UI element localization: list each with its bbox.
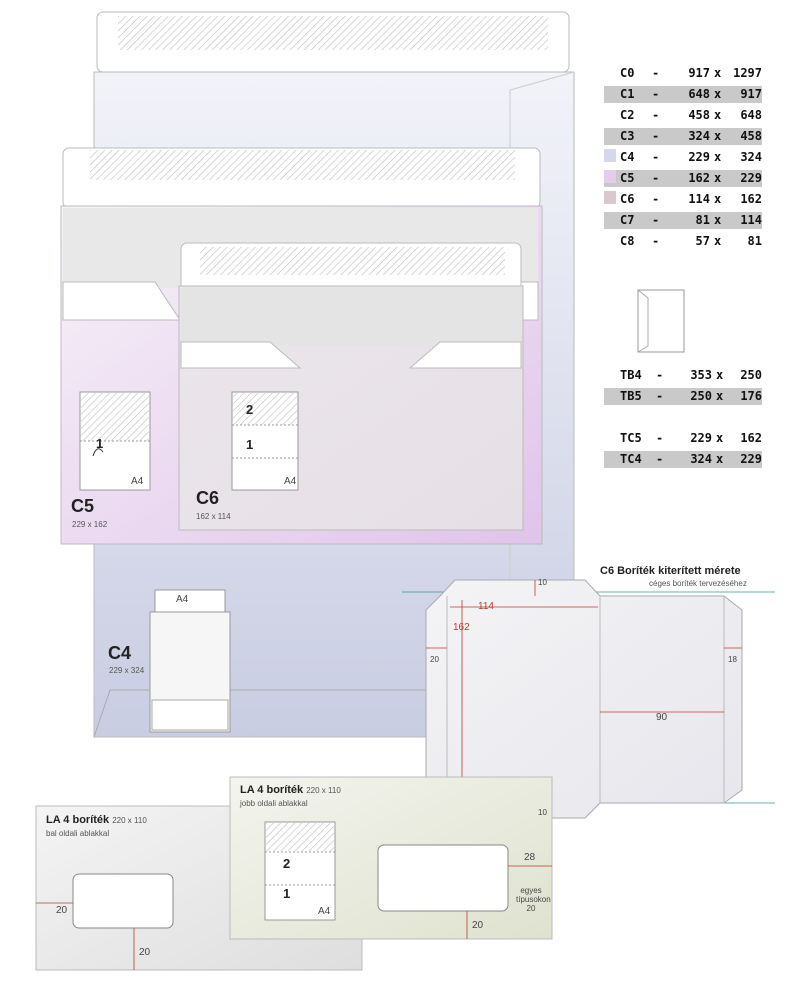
c5-label: C5	[71, 496, 95, 516]
size-dash: -	[656, 389, 664, 403]
size-row-tb5	[604, 388, 762, 405]
size-dash: -	[652, 150, 660, 164]
dim-10-top: 10	[538, 578, 547, 587]
unfolded-title: C6 Boríték kiterített mérete	[600, 565, 741, 577]
size-x: x	[716, 431, 724, 445]
size-h: 176	[740, 389, 762, 403]
size-name: C7	[620, 213, 635, 227]
la4-left-dim-side: 20	[56, 905, 68, 916]
size-name: C6	[620, 192, 635, 206]
size-w: 324	[690, 452, 712, 466]
size-h: 229	[740, 171, 762, 185]
size-x: x	[714, 234, 722, 248]
size-w: 917	[688, 66, 710, 80]
dim-18: 18	[728, 655, 737, 664]
size-row-c8	[604, 233, 762, 250]
a4-paper-c4	[150, 590, 230, 732]
size-h: 162	[740, 431, 762, 445]
la4-left-dim-bottom: 20	[139, 947, 151, 958]
size-w: 229	[688, 150, 710, 164]
size-x: x	[714, 150, 722, 164]
size-row-c2	[604, 107, 762, 124]
color-swatch	[604, 170, 616, 183]
size-w: 81	[695, 213, 710, 227]
c4-label: C4	[108, 643, 132, 663]
size-name: C0	[620, 66, 635, 80]
la4-right-title-text: LA 4 boríték	[240, 784, 304, 796]
size-name: TB4	[620, 368, 642, 382]
la4-note-3: 20	[526, 904, 536, 913]
size-name: C3	[620, 129, 635, 143]
size-h: 917	[740, 87, 762, 101]
size-dash: -	[652, 129, 660, 143]
tc-size-table	[604, 430, 762, 472]
size-h: 81	[747, 234, 762, 248]
la4-right-sub: jobb oldali ablakkal	[240, 799, 308, 808]
size-h: 229	[740, 452, 762, 466]
c6-envelope	[179, 243, 523, 530]
size-w: 648	[688, 87, 710, 101]
size-row-c6	[604, 191, 762, 208]
la4-right-dim-28: 28	[524, 852, 536, 863]
la4-right-size: 220 x 110	[306, 786, 341, 795]
size-h: 324	[740, 150, 762, 164]
c-size-table	[604, 65, 762, 254]
a4-label-c6: A4	[284, 476, 297, 487]
size-h: 458	[740, 129, 762, 143]
size-name: C2	[620, 108, 635, 122]
size-x: x	[714, 66, 722, 80]
dim-162: 162	[453, 622, 470, 633]
dim-20: 20	[430, 655, 439, 664]
size-x: x	[714, 87, 722, 101]
c6-label: C6	[196, 488, 220, 508]
size-name: TC5	[620, 431, 642, 445]
size-x: x	[714, 171, 722, 185]
size-h: 250	[740, 368, 762, 382]
size-row-tb4	[604, 367, 762, 384]
size-dash: -	[652, 213, 660, 227]
size-w: 324	[688, 129, 710, 143]
size-x: x	[716, 389, 724, 403]
dim-114: 114	[478, 601, 494, 612]
size-x: x	[716, 452, 724, 466]
fold-2-la4: 2	[283, 856, 291, 871]
size-w: 458	[688, 108, 710, 122]
fold-1-c5: 1	[96, 436, 104, 451]
size-dash: -	[656, 368, 664, 382]
size-w: 250	[690, 389, 712, 403]
size-w: 353	[690, 368, 712, 382]
size-row-tc5	[604, 430, 762, 447]
size-dash: -	[656, 431, 664, 445]
la4-right-dim-20: 20	[472, 920, 484, 931]
size-row-c5	[604, 170, 762, 187]
size-w: 57	[695, 234, 710, 248]
la4-left-title-text: LA 4 boríték	[46, 814, 110, 826]
size-dash: -	[652, 192, 660, 206]
la4-note-2: típusokon	[516, 895, 551, 904]
size-row-c1	[604, 86, 762, 103]
size-name: C1	[620, 87, 635, 101]
size-name: C8	[620, 234, 635, 248]
la4-right-title	[240, 784, 341, 796]
size-dash: -	[656, 452, 664, 466]
la4-note-1: egyes	[520, 886, 542, 895]
a4-label-la4: A4	[318, 906, 331, 917]
size-name: TB5	[620, 389, 642, 403]
unfolded-subtitle: céges boríték tervezéséhez	[649, 579, 747, 588]
c6-size: 162 x 114	[196, 512, 231, 521]
fold-1-c6: 1	[246, 437, 254, 452]
small-envelope-icon	[638, 290, 684, 352]
a4-label-c4: A4	[176, 594, 189, 605]
la4-left-size: 220 x 110	[112, 816, 147, 825]
size-row-c3	[604, 128, 762, 145]
color-swatch	[604, 149, 616, 162]
dim-10-bottom: 10	[538, 808, 547, 817]
size-x: x	[714, 192, 722, 206]
size-x: x	[716, 368, 724, 382]
size-h: 114	[740, 213, 762, 227]
size-h: 648	[740, 108, 762, 122]
la4-left-sub: bal oldali ablakkal	[46, 829, 110, 838]
size-dash: -	[652, 87, 660, 101]
size-h: 1297	[733, 66, 762, 80]
c5-size: 229 x 162	[72, 520, 108, 529]
fold-1-la4: 1	[283, 886, 291, 901]
size-x: x	[714, 129, 722, 143]
size-w: 114	[688, 192, 710, 206]
size-dash: -	[652, 171, 660, 185]
size-x: x	[714, 213, 722, 227]
tb-size-table	[604, 367, 762, 409]
c4-size: 229 x 324	[109, 666, 145, 675]
size-h: 162	[740, 192, 762, 206]
a4-label-c5: A4	[131, 476, 144, 487]
la4-left-title	[46, 814, 147, 826]
dim-90: 90	[656, 712, 668, 723]
size-w: 229	[690, 431, 712, 445]
size-row-tc4	[604, 451, 762, 468]
fold-2-c6: 2	[246, 402, 254, 417]
size-row-c4	[604, 149, 762, 166]
size-dash: -	[652, 66, 660, 80]
size-dash: -	[652, 108, 660, 122]
size-w: 162	[688, 171, 710, 185]
size-x: x	[714, 108, 722, 122]
size-row-c0	[604, 65, 762, 82]
la4-right-note	[516, 886, 551, 913]
size-row-c7	[604, 212, 762, 229]
size-name: TC4	[620, 452, 642, 466]
size-dash: -	[652, 234, 660, 248]
size-name: C4	[620, 150, 635, 164]
color-swatch	[604, 191, 616, 204]
size-name: C5	[620, 171, 635, 185]
